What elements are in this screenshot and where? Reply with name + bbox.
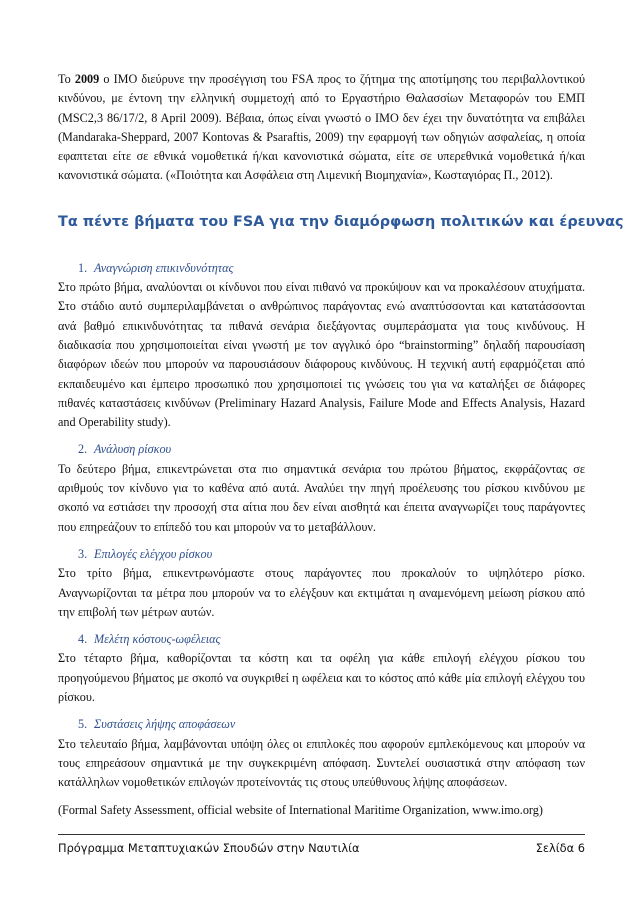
step-4-body: Στο τέταρτο βήμα, καθορίζονται τα κόστη και τα οφέλη για κάθε επιλογή ελέγχου ρίσκου του προηγούμενου βήματος με σκοπό να συγκριθεί η ωφέλεια και το κόστος από κάθε μία επιλογή ελέγχου του ρίσκου. (58, 651, 585, 705)
step-2-title (58, 440, 585, 459)
step-5-title-text: Συστάσεις λήψης αποφάσεων (94, 717, 236, 732)
step-5 (58, 715, 585, 792)
step-2 (58, 440, 585, 536)
footer-page-number: Σελίδα 6 (535, 841, 585, 855)
step-4-title (58, 630, 585, 649)
step-1-title-text: Αναγνώριση επικινδυνότητας (94, 260, 234, 275)
page-footer (58, 834, 585, 855)
step-2-title-text: Ανάλυση ρίσκου (94, 442, 172, 457)
section-heading: Τα πέντε βήματα του FSA για την διαμόρφωση πολιτικών και έρευνας (58, 213, 624, 230)
step-3 (58, 545, 585, 622)
step-1-body: Στο πρώτο βήμα, αναλύονται οι κίνδυνοι που είναι πιθανό να προκύψουν και να προκαλέσουν ατυχήματα. Στο στάδιο αυτό συμπεριλαμβάνεται ο ανθρώπινος παράγοντας ενώ αναπτύσσονται και κατατάσσονται ανά βαθμό επικινδυνότητας τα πιθανά σενάρια διεξάγοντας συμπεράσματα για τους κινδύνους. Η διαδικασία που χρησιμοποιείται είναι γνωστή με τον αγγλικό όρο “brainstorming” δηλαδή παρουσίαση διαφόρων ιδεών που μπορούν να παρουσιάσουν διάφορους κινδύνους. Η τεχνική αυτή εφαρμόζεται από εκπαιδευμένο και έμπειρο προσωπικό που χρησιμοποιεί τις γνώσεις του για να καταλήξει σε διάφορες πιθανές καταστάσεις κινδύνων (Preliminary Hazard Analysis, Failure Mode and Effects Analysis, Hazard and Operability study). (58, 280, 585, 430)
step-5-body: Στο τελευταίο βήμα, λαμβάνονται υπόψη όλες οι επιπλοκές που αφορούν εμπλεκόμενους και μπορούν να τους επηρεάσουν σημαντικά με την συγκεκριμένη απόφαση. Συντελεί ουσιαστικά στην απόφαση των κατάλληλων νομοθετικών επιλογών προτείνοντάς τις στους υπεύθυνους λήψης αποφάσεων. (58, 736, 585, 790)
step-3-title-text: Επιλογές ελέγχου ρίσκου (94, 546, 213, 561)
citation: (Formal Safety Assessment, official website of International Maritime Organization, www.imo.org) (58, 802, 543, 817)
footer-program-title: Πρόγραμμα Μεταπτυχιακών Σπουδών στην Ναυτιλία (58, 841, 360, 855)
step-1-title (58, 259, 585, 278)
step-2-number: 2. (78, 442, 88, 457)
step-5-number: 5. (78, 717, 88, 732)
step-3-title (58, 545, 585, 564)
step-4 (58, 630, 585, 707)
step-1-number: 1. (78, 260, 88, 275)
step-2-body: Το δεύτερο βήμα, επικεντρώνεται στα πιο σημαντικά σενάρια του πρώτου βήματος, εκφράζοντας σε αριθμούς τον κίνδυνο για το καθένα από αυτά. Αναλύει την πηγή προέλευσης του ρίσκου κινδύνου με σκοπό να εστιάσει την προσοχή στα αίτια που δεν είναι αισθητά και έπειτα αναγνωρίζει τους παράγοντες που επηρεάζουν το επίπεδό του και μπορούν να το μεταβάλλουν. (58, 461, 585, 534)
intro-text-rest: ο IMO διεύρυνε την προσέγγιση του FSA προς το ζήτημα της αποτίμησης του περιβαλλοντικού κινδύνου, με έντονη την ελληνική συμμετοχή από το Εργαστήριο Θαλασσίων Μεταφορών του ΕΜΠ (MSC2,3 86/17/2, 8 April 2009). Βέβαια, όπως είναι γνωστό ο IMO δεν έχει την δυνατότητα να επιβάλει (Mandaraka-Sheppard, 2007 Kontovas & Psaraftis, 2009) την εφαρμογή των οδηγιών ασφαλείας, η οποία εφαπτεται είτε σε εθνικά νομοθετικά ή/και κανονιστικά σώματα, είτε σε υπερεθνικά νομοθετικά ή/και κανονιστικά σώματα. («Ποιότητα και Ασφάλεια στη Λιμενική Βιομηχανία», Κωσταγιόρας Π., 2012). (58, 72, 586, 183)
step-3-number: 3. (78, 546, 88, 561)
step-4-number: 4. (78, 632, 88, 647)
intro-paragraph (58, 70, 585, 186)
intro-year: 2009 (74, 72, 100, 86)
step-5-title (58, 715, 585, 734)
step-4-title-text: Μελέτη κόστους-ωφέλειας (94, 632, 221, 647)
step-1 (58, 259, 585, 433)
intro-text-start: Το (58, 72, 75, 86)
page-content (58, 70, 624, 820)
step-3-body: Στο τρίτο βήμα, επικεντρωνόμαστε στους παράγοντες που προκαλούν το υψηλότερο ρίσκο. Αναγνωρίζονται τα μέτρα που μπορούν να το ελέγξουν και εκτιμάται η αναμενόμενη μείωση ρίσκου από την επιβολή των μέτρων αυτών. (58, 566, 585, 619)
